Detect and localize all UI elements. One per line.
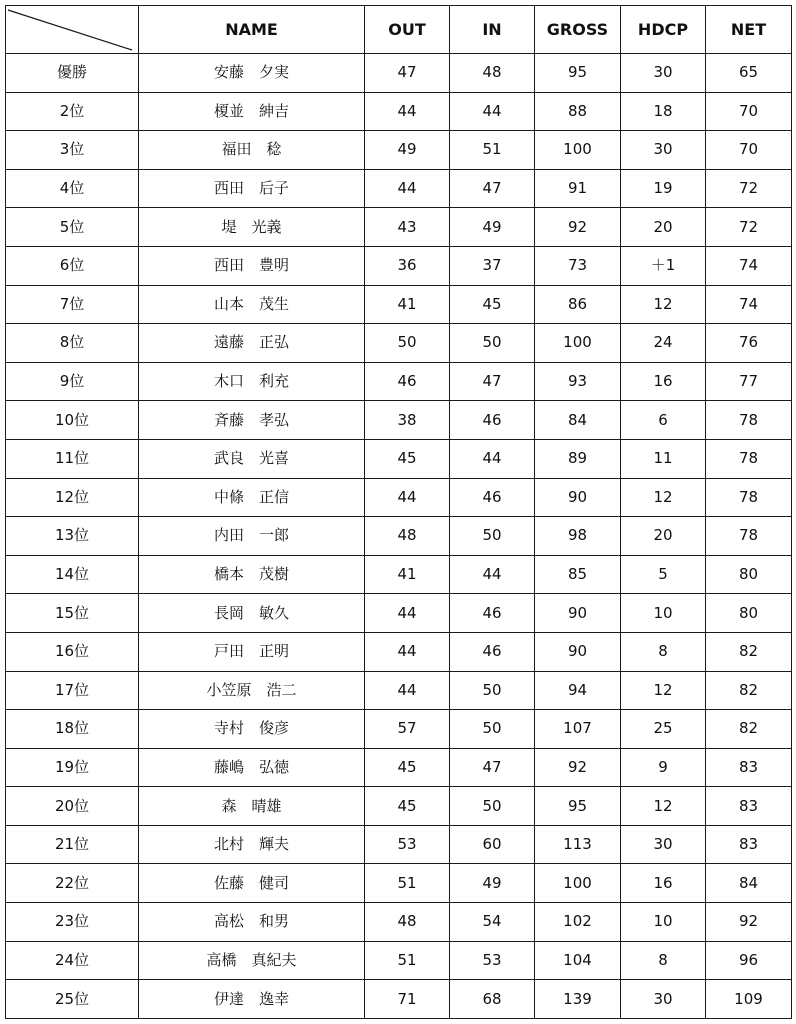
table-row [6, 903, 792, 942]
cell-gross: 98 [535, 517, 621, 556]
cell-name: 小笠原 浩二 [139, 671, 365, 710]
cell-rank: 22位 [6, 864, 139, 903]
table-row [6, 208, 792, 247]
cell-rank: 15位 [6, 594, 139, 633]
cell-net: 82 [706, 710, 792, 749]
cell-name: 北村 輝夫 [139, 825, 365, 864]
cell-hdcp: 10 [621, 594, 706, 633]
cell-hdcp: 30 [621, 131, 706, 170]
cell-gross: 100 [535, 324, 621, 363]
cell-in: 50 [450, 517, 535, 556]
cell-gross: 139 [535, 980, 621, 1019]
cell-in: 47 [450, 169, 535, 208]
table-row [6, 864, 792, 903]
cell-name: 伊達 逸幸 [139, 980, 365, 1019]
cell-out: 44 [365, 478, 450, 517]
cell-out: 36 [365, 246, 450, 285]
cell-net: 78 [706, 517, 792, 556]
cell-rank: 優勝 [6, 54, 139, 93]
table-row [6, 169, 792, 208]
cell-name: 藤嶋 弘徳 [139, 748, 365, 787]
cell-in: 60 [450, 825, 535, 864]
cell-hdcp: 16 [621, 864, 706, 903]
cell-name: 高松 和男 [139, 903, 365, 942]
cell-out: 48 [365, 903, 450, 942]
cell-in: 45 [450, 285, 535, 324]
diagonal-line-icon [6, 6, 138, 53]
table-row [6, 594, 792, 633]
cell-gross: 102 [535, 903, 621, 942]
cell-rank: 17位 [6, 671, 139, 710]
cell-gross: 92 [535, 208, 621, 247]
cell-in: 49 [450, 208, 535, 247]
cell-net: 109 [706, 980, 792, 1019]
cell-gross: 88 [535, 92, 621, 131]
table-row [6, 748, 792, 787]
cell-name: 榎並 紳吉 [139, 92, 365, 131]
table-row [6, 980, 792, 1019]
cell-hdcp: ＋1 [621, 246, 706, 285]
cell-rank: 16位 [6, 632, 139, 671]
cell-hdcp: 12 [621, 787, 706, 826]
cell-in: 51 [450, 131, 535, 170]
cell-name: 山本 茂生 [139, 285, 365, 324]
cell-gross: 107 [535, 710, 621, 749]
table-body [6, 54, 792, 1019]
cell-net: 74 [706, 285, 792, 324]
cell-rank: 21位 [6, 825, 139, 864]
cell-hdcp: 25 [621, 710, 706, 749]
cell-net: 78 [706, 439, 792, 478]
table-row [6, 131, 792, 170]
cell-rank: 23位 [6, 903, 139, 942]
cell-rank: 10位 [6, 401, 139, 440]
cell-rank: 2位 [6, 92, 139, 131]
cell-hdcp: 6 [621, 401, 706, 440]
cell-gross: 92 [535, 748, 621, 787]
column-header-out: OUT [365, 6, 450, 54]
table-row [6, 517, 792, 556]
cell-in: 50 [450, 710, 535, 749]
cell-hdcp: 24 [621, 324, 706, 363]
cell-in: 46 [450, 478, 535, 517]
cell-gross: 95 [535, 54, 621, 93]
cell-name: 中條 正信 [139, 478, 365, 517]
cell-in: 54 [450, 903, 535, 942]
cell-name: 森 晴雄 [139, 787, 365, 826]
cell-out: 44 [365, 632, 450, 671]
cell-net: 72 [706, 208, 792, 247]
cell-in: 44 [450, 555, 535, 594]
cell-rank: 12位 [6, 478, 139, 517]
cell-in: 48 [450, 54, 535, 93]
cell-gross: 73 [535, 246, 621, 285]
cell-net: 65 [706, 54, 792, 93]
cell-gross: 93 [535, 362, 621, 401]
cell-name: 橋本 茂樹 [139, 555, 365, 594]
cell-out: 38 [365, 401, 450, 440]
cell-in: 47 [450, 748, 535, 787]
cell-in: 37 [450, 246, 535, 285]
column-header-name: NAME [139, 6, 365, 54]
cell-in: 49 [450, 864, 535, 903]
cell-out: 46 [365, 362, 450, 401]
cell-rank: 24位 [6, 941, 139, 980]
results-table [5, 5, 792, 1019]
cell-name: 遠藤 正弘 [139, 324, 365, 363]
cell-rank: 19位 [6, 748, 139, 787]
cell-net: 74 [706, 246, 792, 285]
table-row [6, 941, 792, 980]
cell-name: 西田 豊明 [139, 246, 365, 285]
cell-hdcp: 10 [621, 903, 706, 942]
cell-hdcp: 18 [621, 92, 706, 131]
cell-rank: 20位 [6, 787, 139, 826]
cell-net: 82 [706, 632, 792, 671]
cell-gross: 95 [535, 787, 621, 826]
cell-out: 47 [365, 54, 450, 93]
cell-out: 57 [365, 710, 450, 749]
column-header-net: NET [706, 6, 792, 54]
cell-out: 43 [365, 208, 450, 247]
table-row [6, 439, 792, 478]
cell-rank: 14位 [6, 555, 139, 594]
cell-hdcp: 8 [621, 941, 706, 980]
cell-in: 50 [450, 324, 535, 363]
cell-out: 51 [365, 864, 450, 903]
cell-hdcp: 16 [621, 362, 706, 401]
table-row [6, 478, 792, 517]
cell-rank: 8位 [6, 324, 139, 363]
cell-gross: 104 [535, 941, 621, 980]
cell-net: 70 [706, 131, 792, 170]
cell-hdcp: 9 [621, 748, 706, 787]
cell-net: 82 [706, 671, 792, 710]
cell-out: 50 [365, 324, 450, 363]
cell-hdcp: 30 [621, 980, 706, 1019]
cell-hdcp: 8 [621, 632, 706, 671]
cell-gross: 84 [535, 401, 621, 440]
cell-name: 佐藤 健司 [139, 864, 365, 903]
table-row [6, 710, 792, 749]
corner-diagonal-cell [6, 6, 139, 54]
header-row [6, 6, 792, 54]
cell-hdcp: 5 [621, 555, 706, 594]
cell-net: 83 [706, 825, 792, 864]
cell-hdcp: 19 [621, 169, 706, 208]
cell-rank: 7位 [6, 285, 139, 324]
cell-hdcp: 12 [621, 671, 706, 710]
cell-in: 44 [450, 439, 535, 478]
cell-in: 46 [450, 632, 535, 671]
cell-name: 長岡 敏久 [139, 594, 365, 633]
cell-hdcp: 11 [621, 439, 706, 478]
cell-out: 45 [365, 439, 450, 478]
cell-rank: 6位 [6, 246, 139, 285]
column-header-hdcp: HDCP [621, 6, 706, 54]
cell-rank: 18位 [6, 710, 139, 749]
cell-in: 50 [450, 671, 535, 710]
cell-hdcp: 30 [621, 825, 706, 864]
cell-net: 84 [706, 864, 792, 903]
table-row [6, 246, 792, 285]
cell-out: 44 [365, 169, 450, 208]
cell-hdcp: 30 [621, 54, 706, 93]
table-row [6, 324, 792, 363]
cell-in: 68 [450, 980, 535, 1019]
cell-name: 安藤 夕実 [139, 54, 365, 93]
cell-gross: 90 [535, 594, 621, 633]
table-row [6, 54, 792, 93]
cell-rank: 3位 [6, 131, 139, 170]
cell-out: 71 [365, 980, 450, 1019]
table-row [6, 92, 792, 131]
cell-in: 46 [450, 401, 535, 440]
cell-out: 41 [365, 285, 450, 324]
table-row [6, 555, 792, 594]
cell-rank: 9位 [6, 362, 139, 401]
cell-name: 戸田 正明 [139, 632, 365, 671]
cell-out: 44 [365, 92, 450, 131]
cell-net: 72 [706, 169, 792, 208]
cell-gross: 100 [535, 131, 621, 170]
table-row [6, 285, 792, 324]
cell-net: 76 [706, 324, 792, 363]
cell-in: 47 [450, 362, 535, 401]
cell-net: 83 [706, 748, 792, 787]
table-row [6, 787, 792, 826]
cell-gross: 90 [535, 632, 621, 671]
cell-out: 44 [365, 671, 450, 710]
cell-out: 51 [365, 941, 450, 980]
cell-hdcp: 20 [621, 208, 706, 247]
table-row [6, 825, 792, 864]
cell-name: 木口 利充 [139, 362, 365, 401]
cell-rank: 25位 [6, 980, 139, 1019]
column-header-in: IN [450, 6, 535, 54]
cell-in: 50 [450, 787, 535, 826]
table-row [6, 362, 792, 401]
cell-net: 80 [706, 555, 792, 594]
table-row [6, 671, 792, 710]
cell-name: 高橋 真紀夫 [139, 941, 365, 980]
column-header-gross: GROSS [535, 6, 621, 54]
cell-gross: 85 [535, 555, 621, 594]
table-header [6, 6, 792, 54]
cell-rank: 4位 [6, 169, 139, 208]
cell-net: 96 [706, 941, 792, 980]
cell-gross: 89 [535, 439, 621, 478]
cell-out: 45 [365, 787, 450, 826]
cell-gross: 90 [535, 478, 621, 517]
cell-in: 53 [450, 941, 535, 980]
cell-gross: 91 [535, 169, 621, 208]
cell-out: 53 [365, 825, 450, 864]
cell-hdcp: 12 [621, 478, 706, 517]
cell-name: 斉藤 孝弘 [139, 401, 365, 440]
cell-hdcp: 20 [621, 517, 706, 556]
cell-name: 武良 光喜 [139, 439, 365, 478]
cell-net: 77 [706, 362, 792, 401]
cell-net: 70 [706, 92, 792, 131]
cell-hdcp: 12 [621, 285, 706, 324]
cell-out: 48 [365, 517, 450, 556]
cell-gross: 86 [535, 285, 621, 324]
cell-gross: 113 [535, 825, 621, 864]
cell-net: 78 [706, 478, 792, 517]
cell-rank: 5位 [6, 208, 139, 247]
table-row [6, 632, 792, 671]
cell-out: 45 [365, 748, 450, 787]
cell-name: 寺村 俊彦 [139, 710, 365, 749]
cell-name: 内田 一郎 [139, 517, 365, 556]
cell-in: 46 [450, 594, 535, 633]
cell-rank: 13位 [6, 517, 139, 556]
cell-gross: 100 [535, 864, 621, 903]
cell-name: 堤 光義 [139, 208, 365, 247]
cell-net: 80 [706, 594, 792, 633]
cell-net: 83 [706, 787, 792, 826]
cell-name: 西田 后子 [139, 169, 365, 208]
cell-net: 78 [706, 401, 792, 440]
cell-rank: 11位 [6, 439, 139, 478]
cell-name: 福田 稔 [139, 131, 365, 170]
table-row [6, 401, 792, 440]
cell-gross: 94 [535, 671, 621, 710]
cell-out: 49 [365, 131, 450, 170]
cell-in: 44 [450, 92, 535, 131]
cell-out: 41 [365, 555, 450, 594]
cell-net: 92 [706, 903, 792, 942]
cell-out: 44 [365, 594, 450, 633]
